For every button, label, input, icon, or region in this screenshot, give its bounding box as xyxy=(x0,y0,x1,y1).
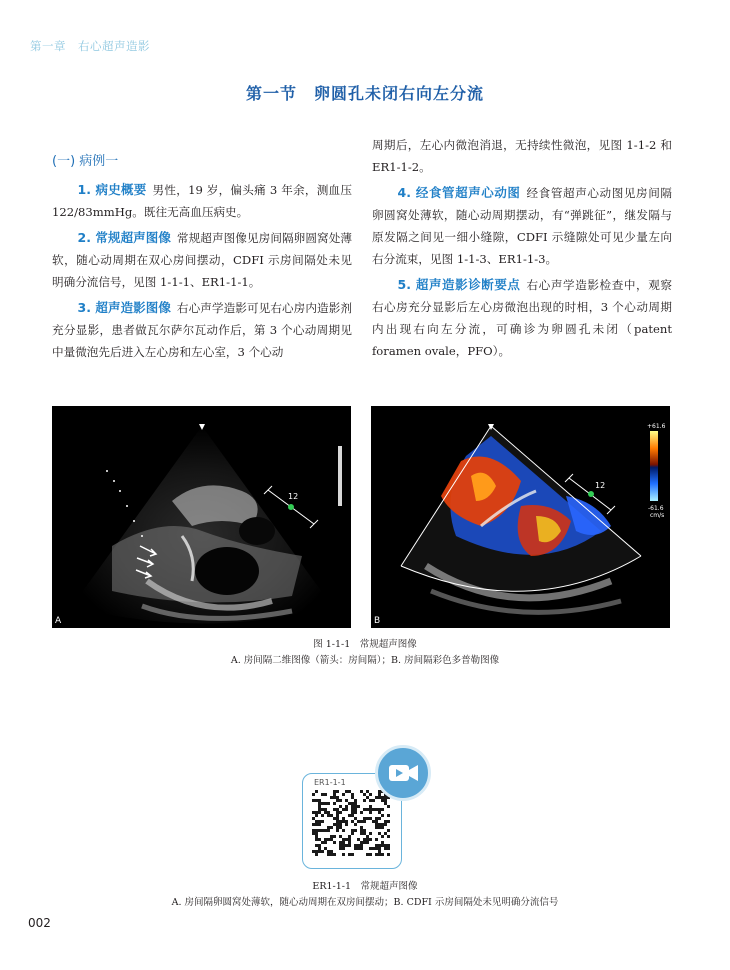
paragraph-continuation: 周期后，左心内微泡消退，无持续性微泡，见图 1-1-2 和 ER1-1-2。 xyxy=(372,138,672,174)
video-play-badge[interactable] xyxy=(375,745,431,801)
chapter-header: 第一章 右心超声造影 xyxy=(30,39,150,53)
case-heading: (一) 病例一 xyxy=(52,154,119,169)
paragraph-history xyxy=(52,179,352,223)
left-column xyxy=(52,179,352,363)
panel-letter-b: B xyxy=(374,616,381,626)
scale-top-label: +61.6 xyxy=(647,423,666,430)
qr-caption-sub: A. 房间隔卵圆窝处薄软，随心动周期在双房间摆动；B. CDFI 示房间隔处未见明确分流信号 xyxy=(171,897,559,908)
scale-bottom-label: -61.6 xyxy=(648,505,664,512)
figure-panel-a xyxy=(52,406,351,628)
text-contrast: 右心声学造影可见右心房内造影剂充分显影，患者做瓦尔萨尔瓦动作后，第 3 个心动周期见中量微泡先后进入左心房和左心室，3 个心动 xyxy=(52,301,352,359)
scale-unit-label: cm/s xyxy=(650,512,665,519)
heading-routine-ultrasound: 2. 常规超声图像 xyxy=(77,230,171,245)
figure-caption-title: 图 1-1-1 常规超声图像 xyxy=(313,639,417,650)
qr-caption-title: ER1-1-1 常规超声图像 xyxy=(312,881,418,892)
heading-tee: 4. 经食管超声心动图 xyxy=(397,185,521,200)
heading-history: 1. 病史概要 xyxy=(77,182,147,197)
right-column xyxy=(372,134,672,362)
text-tee: 经食管超声心动图见房间隔卵圆窝处薄软，随心动周期摆动，有“弹跳征”，继发隔与原发隔之间见一细小缝隙，CDFI 示缝隙处可见少量左向右分流束，见图 1-1-3、ER1-1-3。 xyxy=(372,186,672,266)
qr-code[interactable] xyxy=(312,790,390,858)
paragraph-routine-ultrasound xyxy=(52,227,352,293)
figure-caption-sub: A. 房间隔二维图像（箭头：房间隔）；B. 房间隔彩色多普勒图像 xyxy=(230,655,500,666)
depth-label-a: 12 xyxy=(288,492,299,501)
page-number: 002 xyxy=(28,916,51,930)
paragraph-diagnosis xyxy=(372,274,672,362)
qr-label: ER1-1-1 xyxy=(314,778,346,787)
video-camera-icon xyxy=(378,748,428,798)
text-routine-ultrasound: 常规超声图像见房间隔卵圆窝处薄软，随心动周期在双心房间摆动，CDFI 示房间隔处未见明确分流信号，见图 1-1-1、ER1-1-1。 xyxy=(52,231,352,289)
echo-color-doppler-image xyxy=(371,406,670,628)
section-title: 第一节 卵圆孔未闭右向左分流 xyxy=(245,84,484,103)
velocity-scale xyxy=(650,431,658,501)
text-history: 男性，19 岁，偏头痛 3 年余，测血压 122/83mmHg。既往无高血压病史。 xyxy=(52,183,352,219)
qr-code-image xyxy=(312,790,390,858)
paragraph-tee xyxy=(372,182,672,270)
panel-letter-a: A xyxy=(55,616,62,626)
depth-label-b: 12 xyxy=(595,481,606,490)
heading-contrast: 3. 超声造影图像 xyxy=(77,300,171,315)
echo-2d-image xyxy=(52,406,351,628)
text-diagnosis: 右心声学造影检查中，观察右心房充分显影后左心房微泡出现的时相，3 个心动周期内出现右向左分流，可确诊为卵圆孔未闭（patent foramen ovale，PFO）。 xyxy=(372,278,672,358)
figure-panel-b xyxy=(371,406,670,628)
paragraph-contrast xyxy=(52,297,352,363)
heading-diagnosis: 5. 超声造影诊断要点 xyxy=(397,277,521,292)
